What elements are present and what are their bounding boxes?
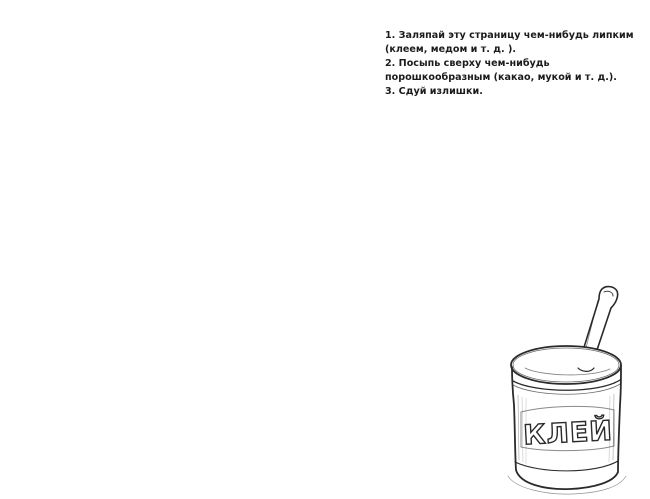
instruction-step-3: 3. Сдуй излишки. bbox=[385, 86, 483, 97]
jar-rim bbox=[511, 346, 621, 384]
jar-label-text: КЛЕЙ bbox=[522, 415, 614, 452]
instruction-step-2: 2. Посыпь сверху чем-нибудь bbox=[385, 58, 550, 69]
instruction-step-2-continued: порошкообразным (какао, мукой и т. д.). bbox=[385, 72, 617, 83]
instruction-step-1-continued: (клеем, медом и т. д. ). bbox=[385, 44, 517, 55]
instruction-step-1: 1. Заляпай эту страницу чем-нибудь липким bbox=[385, 30, 634, 41]
